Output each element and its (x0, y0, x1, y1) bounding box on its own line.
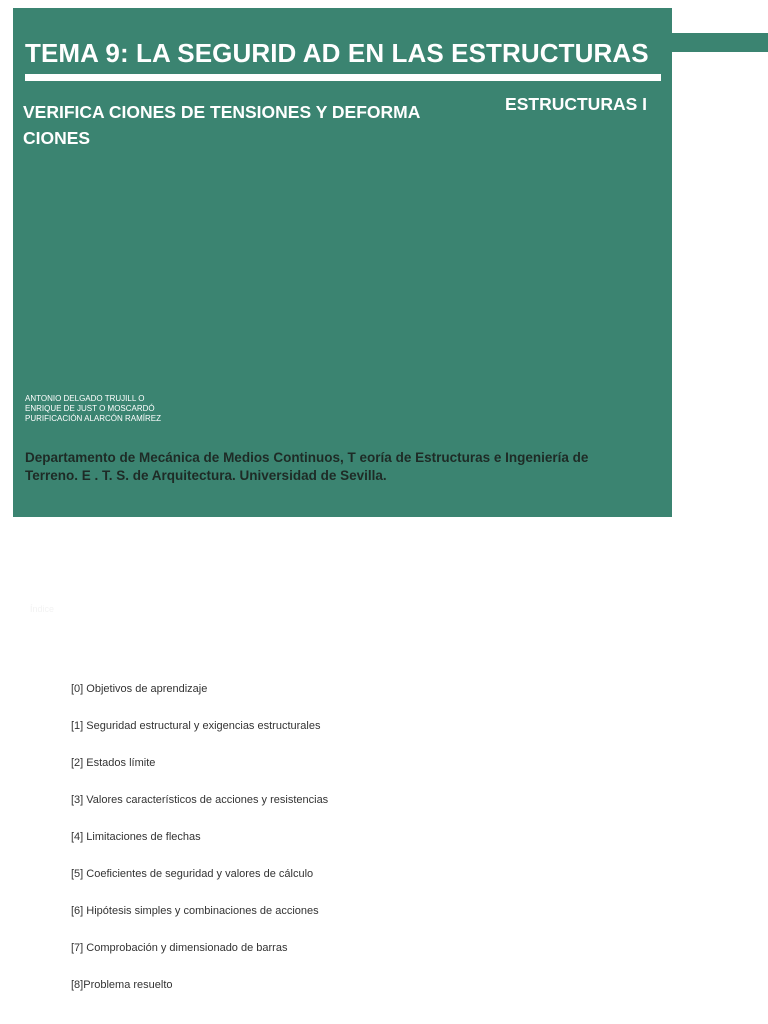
toc-item: [0] Objetivos de aprendizaje (71, 683, 208, 695)
decorative-side-bar (672, 33, 768, 52)
toc-item: [2] Estados límite (71, 757, 156, 769)
faint-section-label: Índice (30, 604, 55, 614)
course-name: ESTRUCTURAS I (505, 94, 647, 114)
toc-item: [5] Coeficientes de seguridad y valores de cálculo (71, 868, 314, 880)
cover-panel (13, 8, 672, 517)
document-title: TEMA 9: LA SEGURID AD EN LAS ESTRUCTURAS (25, 38, 649, 68)
author-name: PURIFICACIÓN ALARCÓN RAMÍREZ (25, 414, 162, 423)
toc-item: [3] Valores característicos de acciones y resistencias (71, 794, 329, 806)
toc-item: [7] Comprobación y dimensionado de barras (71, 942, 288, 954)
toc-item: [1] Seguridad estructural y exigencias estructurales (71, 720, 321, 732)
table-of-contents (71, 683, 328, 1016)
author-list (25, 394, 161, 424)
document-subtitle: VERIFICA CIONES DE TENSIONES Y DEFORMA CIONES (23, 102, 420, 148)
title-divider (25, 74, 661, 81)
author-name: ENRIQUE DE JUST O MOSCARDÓ (25, 404, 155, 413)
author-name: ANTONIO DELGADO TRUJILL O (25, 394, 145, 403)
toc-item: [4] Limitaciones de flechas (71, 831, 201, 843)
toc-item: [8]Problema resuelto (71, 979, 173, 991)
department-affiliation: Departamento de Mecánica de Medios Continuos, T eoría de Estructuras e Ingeniería de Terreno. E . T. S. de Arquitectura. Universidad de Sevilla. (25, 450, 589, 483)
toc-item: [6] Hipótesis simples y combinaciones de acciones (71, 905, 319, 917)
